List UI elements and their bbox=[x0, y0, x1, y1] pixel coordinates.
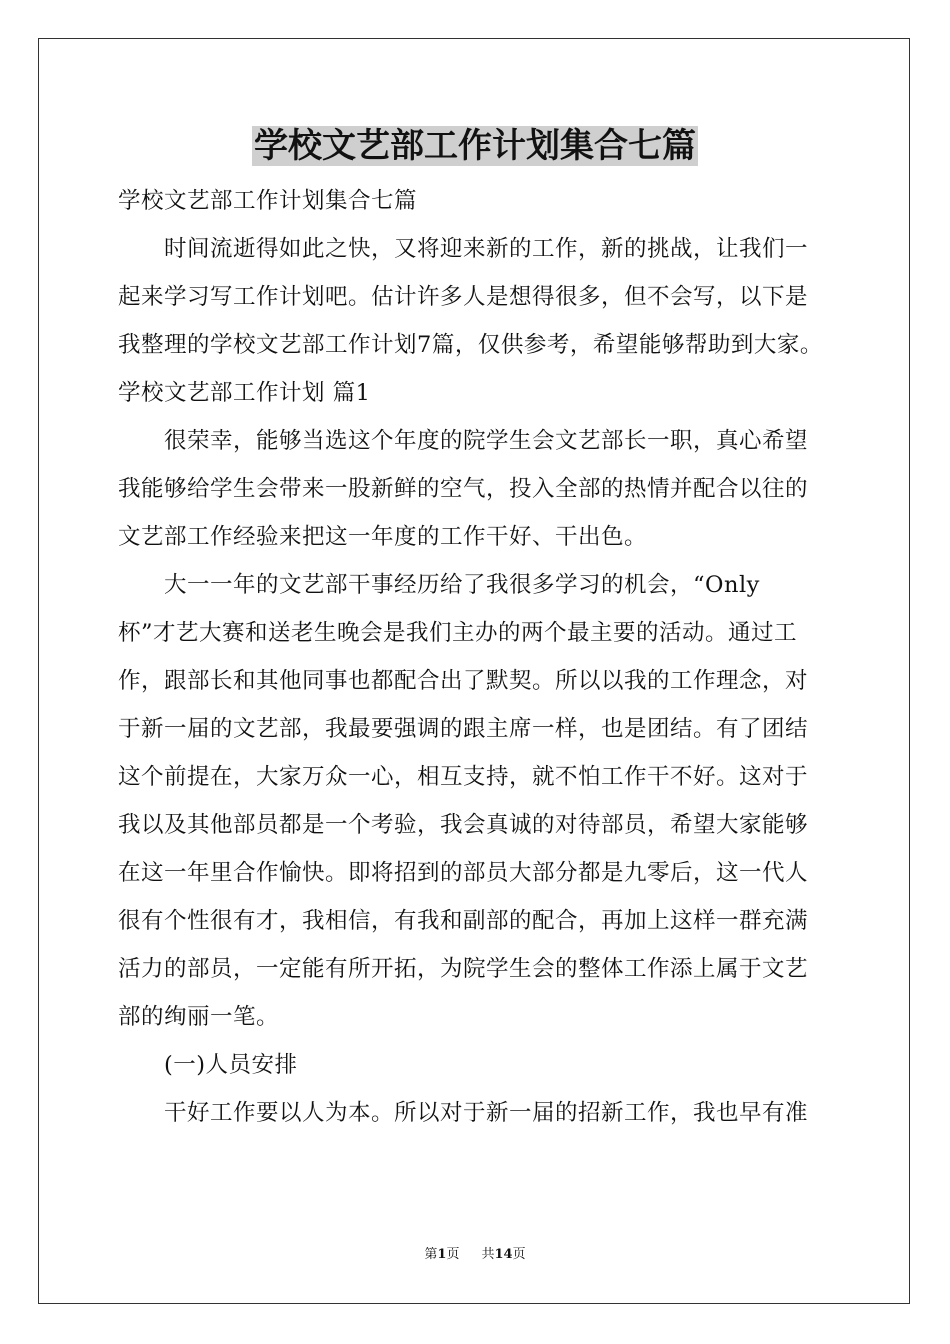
text-line: 作，跟部长和其他同事也都配合出了默契。所以以我的工作理念，对 bbox=[118, 668, 809, 694]
text-line: 文艺部工作经验来把这一年度的工作干好、干出色。 bbox=[118, 524, 648, 550]
text-line: 很有个性很有才，我相信，有我和副部的配合，再加上这样一群充满 bbox=[118, 908, 809, 934]
text-line: 部的绚丽一笔。 bbox=[118, 1004, 280, 1030]
text-line: 学校文艺部工作计划 篇1 bbox=[118, 380, 371, 406]
text-line: 干好工作要以人为本。所以对于新一届的招新工作，我也早有准 bbox=[164, 1100, 809, 1126]
text-line: 时间流逝得如此之快，又将迎来新的工作，新的挑战，让我们一 bbox=[164, 236, 809, 262]
footer-page-number: 1 bbox=[437, 1247, 447, 1262]
document-title bbox=[0, 122, 950, 170]
text-line: 我整理的学校文艺部工作计划7篇，仅供参考，希望能够帮助到大家。 bbox=[118, 332, 823, 358]
document-body bbox=[118, 177, 834, 1137]
footer-total-suffix: 页 bbox=[512, 1247, 526, 1262]
footer-total-prefix: 共 bbox=[481, 1247, 495, 1262]
footer-page-prefix: 第 bbox=[424, 1247, 438, 1262]
text-line: 杯”才艺大赛和送老生晚会是我们主办的两个最主要的活动。通过工 bbox=[118, 620, 798, 646]
text-line: 大一一年的文艺部干事经历给了我很多学习的机会，“Only bbox=[164, 572, 760, 598]
text-line: 学校文艺部工作计划集合七篇 bbox=[118, 188, 418, 214]
text-line: 很荣幸，能够当选这个年度的院学生会文艺部长一职，真心希望 bbox=[164, 428, 809, 454]
text-line: 我以及其他部员都是一个考验，我会真诚的对待部员，希望大家能够 bbox=[118, 812, 809, 838]
footer-total-pages: 14 bbox=[494, 1247, 513, 1262]
text-line: 我能够给学生会带来一股新鲜的空气，投入全部的热情并配合以往的 bbox=[118, 476, 809, 502]
footer-page-suffix: 页 bbox=[446, 1247, 460, 1262]
text-line: (一)人员安排 bbox=[164, 1052, 298, 1078]
text-line: 于新一届的文艺部，我最要强调的跟主席一样，也是团结。有了团结 bbox=[118, 716, 809, 742]
page-footer bbox=[0, 1245, 950, 1265]
text-line: 这个前提在，大家万众一心，相互支持，就不怕工作干不好。这对于 bbox=[118, 764, 809, 790]
document-title-text: 学校文艺部工作计划集合七篇 bbox=[254, 126, 696, 166]
text-line: 在这一年里合作愉快。即将招到的部员大部分都是九零后，这一代人 bbox=[118, 860, 809, 886]
text-line: 活力的部员，一定能有所开拓，为院学生会的整体工作添上属于文艺 bbox=[118, 956, 809, 982]
text-line: 起来学习写工作计划吧。估计许多人是想得很多，但不会写，以下是 bbox=[118, 284, 809, 310]
